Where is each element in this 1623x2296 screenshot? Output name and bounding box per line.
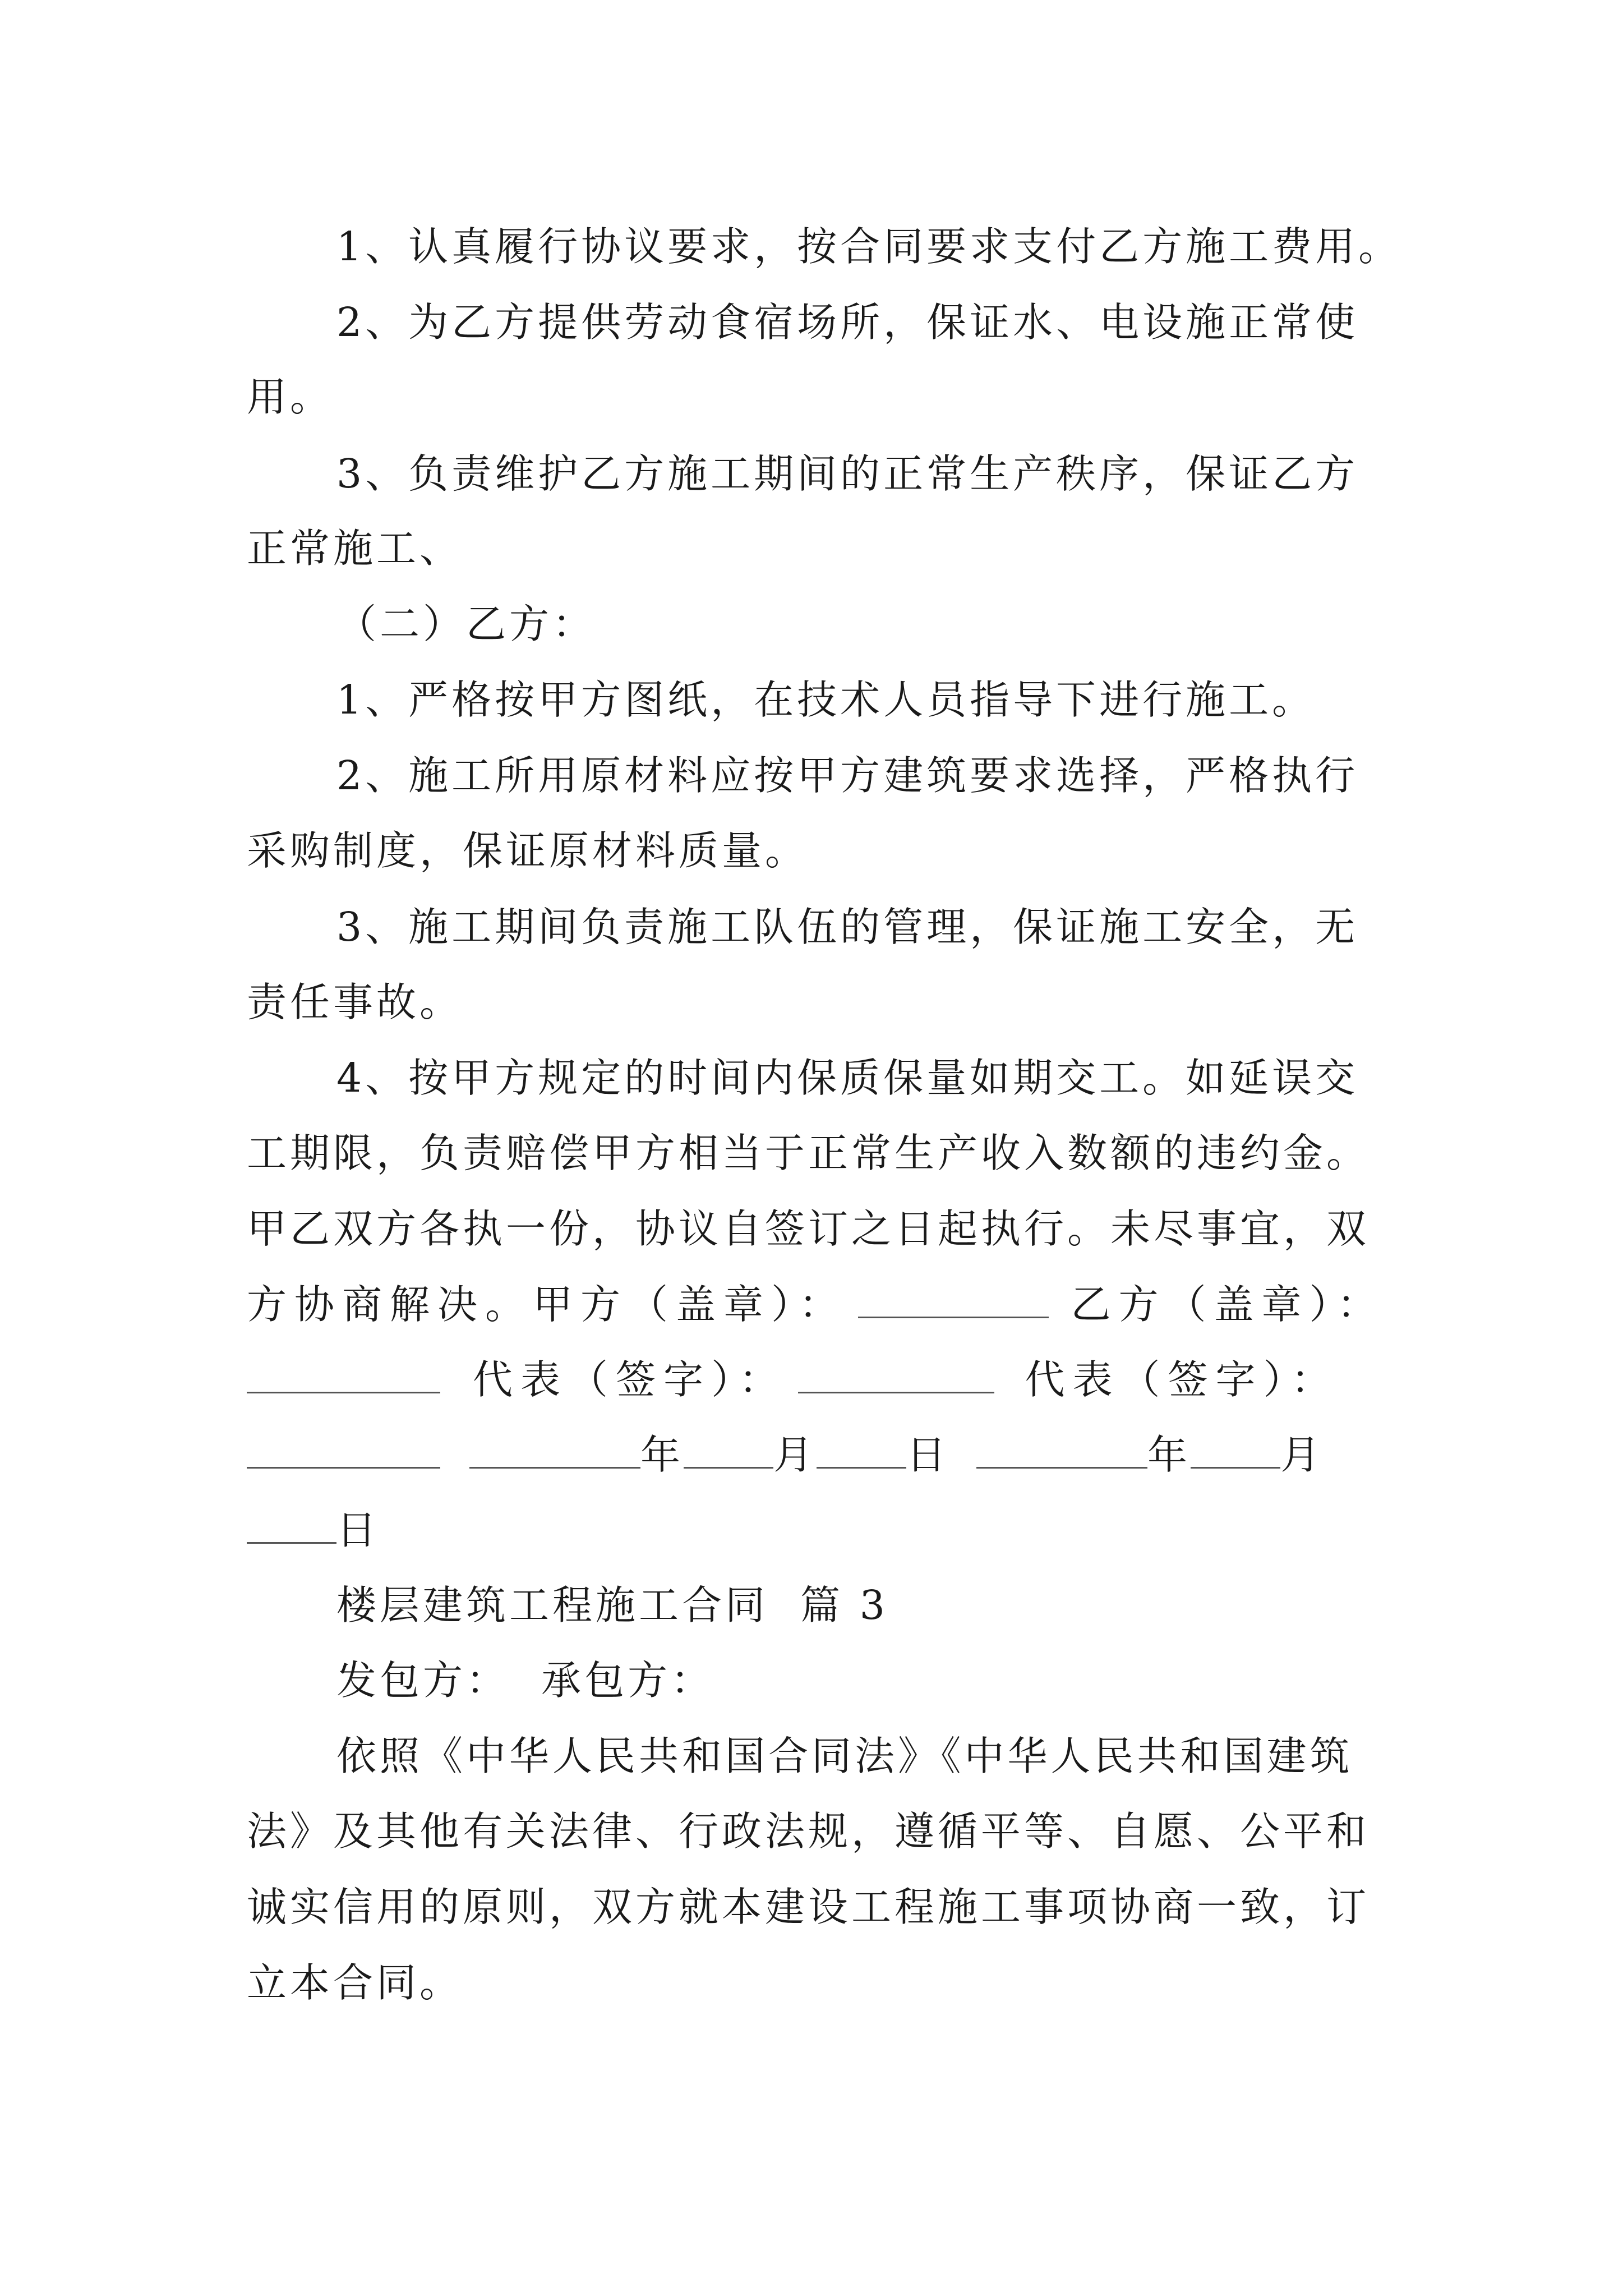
party-b-seal-label: 乙方（盖章）： <box>1071 1281 1385 1328</box>
party-b-seal-blank <box>247 1352 440 1393</box>
party-a-year-blank <box>469 1428 640 1469</box>
clause-a2: 2、为乙方提供劳动食宿场所，保证水、电设施正常使 <box>336 299 1359 346</box>
clause-b2-cont: 采购制度，保证原材料质量。 <box>247 827 809 874</box>
date-line-cont <box>247 1502 380 1558</box>
party-a-rep-blank <box>798 1352 994 1393</box>
party-b-rep-blank <box>247 1428 440 1469</box>
party-a-rep-label: 代表（签字）： <box>473 1356 787 1403</box>
clause-a3-cont: 正常施工、 <box>247 525 463 572</box>
clause-a3: 3、负责维护乙方施工期间的正常生产秩序，保证乙方 <box>336 450 1359 497</box>
clause-b4: 4、按甲方规定的时间内保质保量如期交工。如延误交 <box>336 1055 1359 1101</box>
agreement-text: 甲乙双方各执一份，协议自签订之日起执行。未尽事宜，双 <box>247 1205 1370 1252</box>
date-line <box>247 1427 1324 1483</box>
clause-b4-cont: 工期限，负责赔偿甲方相当于正常生产收入数额的违约金。 <box>247 1130 1370 1176</box>
year-label-b: 年 <box>1147 1432 1191 1478</box>
party-b-year-blank <box>976 1428 1147 1469</box>
clause-a2-cont: 用。 <box>247 374 334 420</box>
clause-b3: 3、施工期间负责施工队伍的管理，保证施工安全，无 <box>336 904 1359 950</box>
year-label: 年 <box>640 1432 684 1478</box>
clause-a1: 1、认真履行协议要求，按合同要求支付乙方施工费用。 <box>336 223 1402 270</box>
preamble-line-3: 诚实信用的原则，双方就本建设工程施工事项协商一致，订 <box>247 1884 1370 1930</box>
signature-line <box>247 1352 1339 1408</box>
day-label-b: 日 <box>336 1507 380 1553</box>
contract-title: 楼层建筑工程施工合同 篇 3 <box>336 1582 888 1628</box>
party-b-month-blank <box>1191 1428 1280 1469</box>
month-label-b: 月 <box>1280 1432 1324 1478</box>
party-a-month-blank <box>684 1428 773 1469</box>
party-b-rep-label: 代表（签字）： <box>1025 1356 1339 1403</box>
party-a-seal-label: 方协商解决。甲方（盖章）： <box>247 1281 847 1328</box>
preamble-line-4: 立本合同。 <box>247 1959 463 2006</box>
month-label: 月 <box>773 1432 817 1478</box>
party-a-day-blank <box>817 1428 906 1469</box>
parties-line: 发包方： 承包方： <box>336 1657 714 1704</box>
preamble-line-1: 依照《中华人民共和国合同法》《中华人民共和国建筑 <box>336 1733 1353 1779</box>
party-b-day-blank <box>247 1503 336 1544</box>
clause-b3-cont: 责任事故。 <box>247 979 463 1025</box>
day-label: 日 <box>906 1432 950 1478</box>
party-a-seal-blank <box>858 1277 1049 1318</box>
preamble-line-2: 法》及其他有关法律、行政法规，遵循平等、自愿、公平和 <box>247 1808 1370 1855</box>
seal-line <box>247 1277 1385 1333</box>
clause-b2: 2、施工所用原材料应按甲方建筑要求选择，严格执行 <box>336 752 1359 799</box>
clause-b1: 1、严格按甲方图纸，在技术人员指导下进行施工。 <box>336 677 1316 723</box>
section-heading-yi: （二）乙方： <box>336 601 596 647</box>
